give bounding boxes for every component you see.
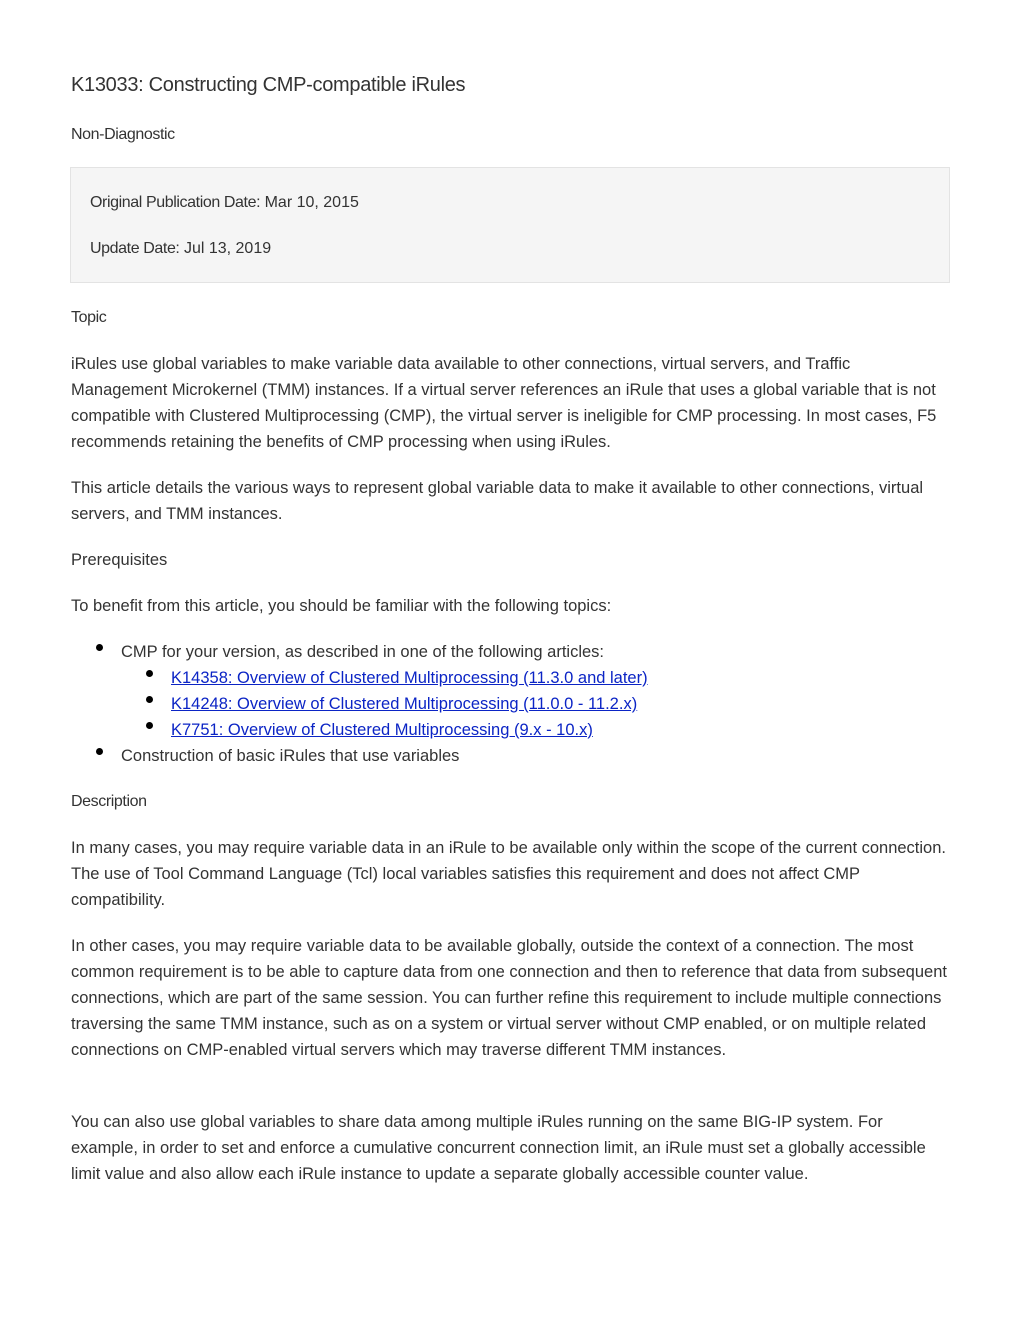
prerequisites-label: Prerequisites [71,551,168,569]
update-date-value: Jul 13, 2019 [183,240,272,257]
description-paragraph-2: In other cases, you may require variable data to be available globally, outside the context of a connection. The most common requirement is to be able to capture data from one connection and then to reference that data from subsequent connections, which are part of the same session. You can further refine this requirement to include multiple connections traversing the same TMM instance, such as on a system or virtual server without CMP enabled, or on multiple related connections on CMP-enabled virtual servers which may traverse different TMM instances. [71,937,947,1059]
topic-heading: Topic [71,309,107,326]
update-date [90,240,271,258]
page-title: K13033: Constructing CMP-compatible iRules [71,74,466,96]
list-item [121,691,951,717]
dates-panel [70,167,950,283]
description-heading: Description [71,793,147,810]
list-item [121,717,951,743]
list-item [71,639,951,743]
topic-paragraph-2: This article details the various ways to represent global variable data to make it available to other connections, virtual servers, and TMM instances. [71,479,924,523]
link-k14248[interactable]: K14248: Overview of Clustered Multiprocessing (11.0.0 - 11.2.x) [171,695,638,713]
link-k7751[interactable]: K7751: Overview of Clustered Multiprocessing (9.x - 10.x) [171,721,593,739]
list-item [121,665,951,691]
list-item-text: CMP for your version, as described in one of the following articles: [121,643,605,661]
list-item [71,743,951,769]
topic-paragraph-1: iRules use global variables to make variable data available to other connections, virtual servers, and Traffic Management Microkernel (TMM) instances. If a virtual server references an iRule that uses a global variable that is not compatible with Clustered Multiprocessing (CMP), the virtual server is ineligible for CMP processing. In most cases, F5 recommends retaining the benefits of CMP processing when using iRules. [71,355,937,451]
article-type-label: Non-Diagnostic [71,126,175,143]
description-paragraph-1: In many cases, you may require variable data in an iRule to be available only within the scope of the current connection. The use of Tool Command Language (Tcl) local variables satisfies this requirement and does not affect CMP compatibility. [71,839,946,909]
original-date-value: Mar 10, 2015 [264,194,359,211]
update-date-label: Update Date: [90,240,180,257]
prerequisites-intro: To benefit from this article, you should be familiar with the following topics: [71,597,612,615]
article-links-list [121,665,951,743]
original-date-label: Original Publication Date: [90,194,261,211]
original-publication-date [90,194,359,212]
link-k14358[interactable]: K14358: Overview of Clustered Multiprocessing (11.3.0 and later) [171,669,648,687]
prerequisites-list [71,639,951,769]
list-item-text: Construction of basic iRules that use variables [121,747,460,765]
description-paragraph-3: You can also use global variables to share data among multiple iRules running on the same BIG-IP system. For example, in order to set and enforce a cumulative concurrent connection limit, an iRule must set a globally accessible limit value and also allow each iRule instance to update a separate globally accessible counter value. [71,1113,926,1183]
